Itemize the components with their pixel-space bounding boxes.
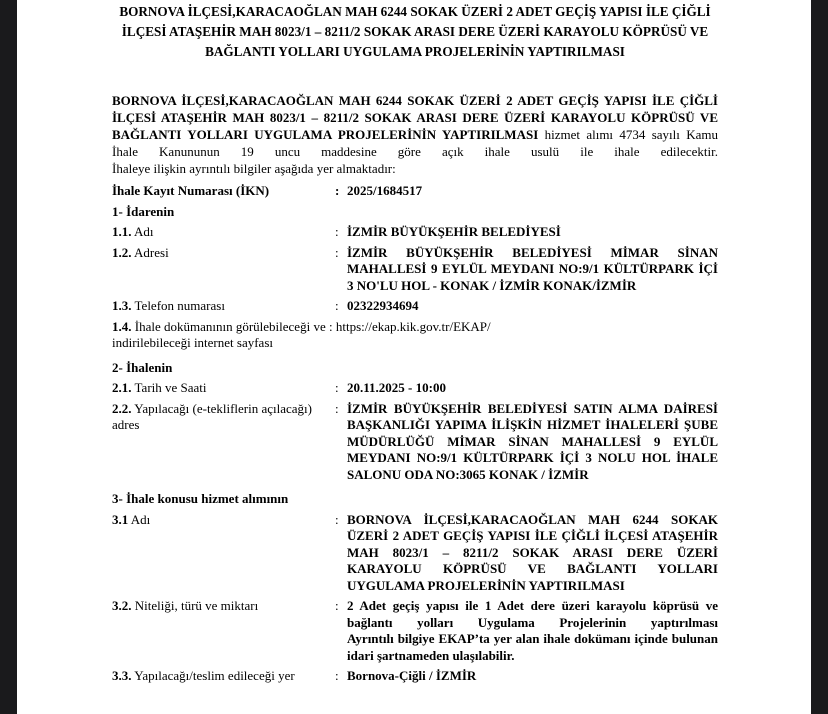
field-label [112, 401, 335, 484]
field-row-idare-adi [112, 224, 718, 241]
colon-separator: : [335, 244, 339, 260]
section-heading-ihalenin: 2- İhalenin [112, 359, 173, 375]
field-label-text: Telefon numarası [134, 298, 225, 313]
field-value-idare-adi: İZMİR BÜYÜKŞEHİR BELEDİYESİ [347, 224, 561, 239]
field-number: 2.1. [112, 380, 132, 395]
intro-regular-text: hizmet alımı 4734 sayılı Kamu İhale Kanununun 19 uncu maddesine göre açık ihale usulü ile ihale edilecektir. [112, 127, 718, 159]
colon-separator: : [335, 400, 339, 416]
field-value-idare-adresi: İZMİR BÜYÜKŞEHİR BELEDİYESİ MİMAR SİNAN MAHALLESİ 9 EYLÜL MEYDANI NO:9/1 KÜLTÜRPARK İÇİ 3 NO'LU HOL - KONAK / İZMİR KONAK/İZMİR [347, 244, 718, 293]
nitelik-part-1: 2 Adet geçiş yapısı ile 1 Adet dere üzeri karayolu köprüsü ve bağlantı yolları Uygulama Projelerinin yaptırılması [347, 598, 718, 630]
field-label-text: Adresi [134, 244, 169, 260]
field-value-ikn: 2025/1684517 [347, 183, 423, 198]
field-label [112, 224, 335, 241]
intro-bold-text: BORNOVA İLÇESİ,KARACAOĞLAN MAH 6244 SOKAK ÜZERİ 2 ADET GEÇİŞ YAPISI İLE ÇİĞLİ İLÇESİ ATAŞEHİR MAH 8023/1 – 8211/2 SOKAK ARASI DERE ÜZERİ KARAYOLU KÖPRÜSÜ VE BAĞLANTI YOLLARI UYGULAMA PROJELERİNİN YAPTIRILMASI [112, 93, 718, 142]
section-heading-idarenin: 1- İdarenin [112, 203, 175, 219]
colon-separator: : [335, 298, 339, 313]
field-label-text: Niteliği, türü ve miktarı [134, 598, 259, 613]
field-number: 1.1. [112, 224, 132, 239]
document-page [17, 0, 811, 714]
colon-separator: : [328, 318, 333, 334]
field-label [112, 512, 335, 595]
section-heading-ihale-konusu: 3- İhale konusu hizmet alımının [112, 491, 289, 506]
field-label [112, 380, 335, 397]
colon-separator: : [335, 380, 339, 395]
field-number: 3.1 [112, 511, 129, 527]
letterbox-right [811, 0, 828, 714]
letterbox-left [0, 0, 17, 714]
field-value-telefon: 02322934694 [347, 298, 419, 313]
colon-separator: : [335, 598, 339, 613]
field-row-dokuman-internet-sayfasi [112, 319, 718, 352]
title-line-1: BORNOVA İLÇESİ,KARACAOĞLAN MAH 6244 SOKAK ÜZERİ 2 ADET GEÇİŞ YAPISI İLE ÇİĞLİ [119, 4, 711, 19]
field-value-tarih-saat: 20.11.2025 - 10:00 [347, 380, 446, 395]
nitelik-part-2: Ayrıntılı bilgiye EKAP’ta yer alan ihale dokümanı içinde bulunan idari şartnameden ulaşılabilir. [347, 631, 718, 663]
field-label [112, 668, 335, 685]
field-label [112, 298, 335, 315]
field-label-text: İhale dokümanının görülebileceği ve [134, 318, 326, 334]
field-row-ihale-adresi [112, 401, 718, 484]
field-value-teslim-yeri: Bornova-Çiğli / İZMİR [347, 668, 477, 683]
field-label-text: Adı [130, 511, 151, 527]
field-label-text: Adı [134, 224, 154, 239]
field-number: 1.4. [112, 318, 132, 334]
field-label-continuation: indirilebileceği internet sayfası [112, 335, 273, 350]
colon-separator: : [335, 668, 339, 683]
intro-footer-text: İhaleye ilişkin ayrıntılı bilgiler aşağıda yer almaktadır: [112, 161, 396, 176]
field-row-ikn [112, 183, 718, 200]
field-row-idare-adresi [112, 245, 718, 295]
field-number: 3.2. [112, 598, 132, 613]
colon-separator: : [335, 183, 340, 198]
colon-separator: : [335, 511, 339, 527]
field-line-1 [112, 319, 718, 336]
field-value-hizmet-adi: BORNOVA İLÇESİ,KARACAOĞLAN MAH 6244 SOKAK ÜZERİ 2 ADET GEÇİŞ YAPISI İLE ÇİĞLİ İLÇESİ ATAŞEHİR MAH 8023/1 – 8211/2 SOKAK ARASI DERE ÜZERİ KARAYOLU KÖPRÜSÜ VE BAĞLANTI YOLLARI UYGULAMA PROJELERİNİN YAPTIRILMASI [347, 511, 718, 593]
field-label-ikn: İhale Kayıt Numarası (İKN) [112, 183, 270, 198]
title-line-2: İLÇESİ ATAŞEHİR MAH 8023/1 – 8211/2 SOKAK ARASI DERE ÜZERİ KARAYOLU KÖPRÜSÜ VE [121, 24, 709, 39]
field-row-teslim-yeri [112, 668, 718, 685]
field-label [112, 598, 335, 664]
field-label-text: Yapılacağı/teslim edileceği yer [134, 668, 295, 683]
field-number: 1.2. [112, 244, 132, 260]
field-number: 3.3. [112, 668, 132, 683]
field-label [112, 245, 335, 295]
field-row-hizmet-adi [112, 512, 718, 595]
field-number: 1.3. [112, 298, 132, 313]
colon-separator: : [335, 224, 339, 239]
field-row-nitelik-tur-miktar [112, 598, 718, 664]
field-row-tarih-saat [112, 380, 718, 397]
intro-body [112, 92, 718, 160]
ekap-url: https://ekap.kik.gov.tr/EKAP/ [335, 318, 491, 334]
field-row-telefon [112, 298, 718, 315]
field-value-nitelik [347, 598, 718, 664]
field-label-text: Yapılacağı (e-tekliflerin açılacağı) adres [112, 400, 312, 432]
field-number: 2.2. [112, 400, 132, 416]
title-line-3: BAĞLANTI YOLLARI UYGULAMA PROJELERİNİN YAPTIRILMASI [205, 44, 625, 59]
field-value-ihale-adresi: İZMİR BÜYÜKŞEHİR BELEDİYESİ SATIN ALMA DAİRESİ BAŞKANLIĞI YAPIMA İLİŞKİN HİZMET İHALELERİ ŞUBE MÜDÜRLÜĞÜ MİMAR SİNAN MAHALLESİ 9 EYLÜL MEYDANI NO:9/1 KÜLTÜRPARK İÇİ 3 NOLU HOL İHALE SALONU ODA NO:3065 KONAK / İZMİR [347, 400, 718, 482]
intro-paragraph [112, 92, 718, 177]
document-title [112, 2, 718, 62]
field-label-text: Tarih ve Saati [134, 380, 207, 395]
